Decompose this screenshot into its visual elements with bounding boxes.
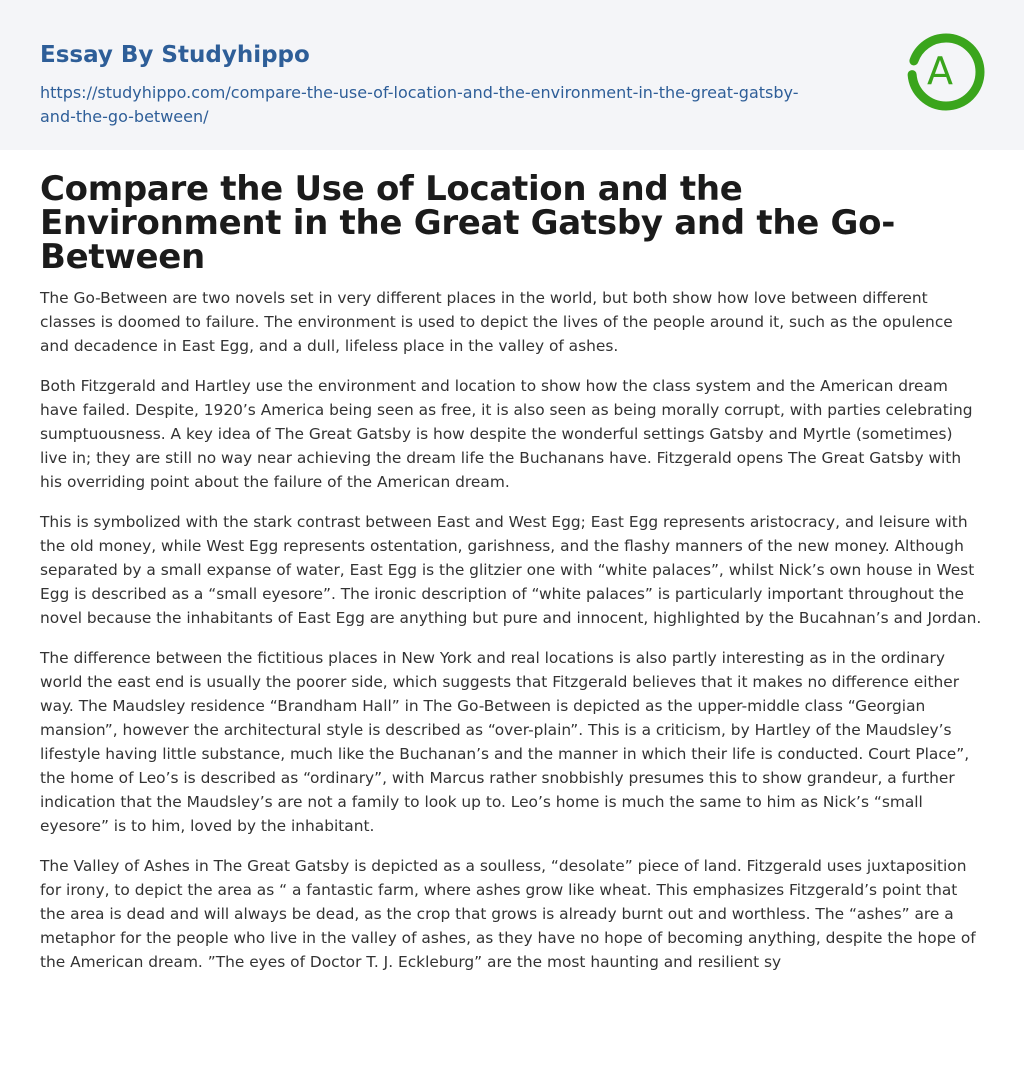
article-paragraph: The Go-Between are two novels set in very different places in the world, but both show how love between different classes is doomed to failure. The environment is used to depict the lives of the people around it, such as the opulence and decadence in East Egg, and a dull, lifeless place in the valley of ashes.	[40, 289, 953, 355]
article-title: Compare the Use of Location and the Environment in the Great Gatsby and the Go-Between	[40, 169, 896, 277]
article-paragraph: This is symbolized with the stark contrast between East and West Egg; East Egg represents aristocracy, and leisure with the old money, while West Egg represents ostentation, garishness, and the flashy manners of the new money. Although separated by a small expanse of water, East Egg is the glitzier one with “white palaces”, whilst Nick’s own house in West Egg is described as a “small eyesore”. The ironic description of “white palaces” is particularly important throughout the novel because the inhabitants of East Egg are anything but pure and innocent, highlighted by the Bucahnan’s and Jordan.	[40, 513, 982, 627]
logo-a-circle-icon[interactable]	[902, 28, 988, 116]
article-paragraph: The difference between the fictitious places in New York and real locations is also partly interesting as in the ordinary world the east end is usually the poorer side, which suggests that Fitzgerald believes that it makes no difference either way. The Maudsley residence “Brandham Hall” in The Go-Between is depicted as the upper-middle class “Georgian mansion”, however the architectural style is described as “over-plain”. This is a criticism, by Hartley of the Maudsley’s lifestyle having little substance, much like the Buchanan’s and the manner in which their life is conducted. Court Place”, the home of Leo’s is described as “ordinary”, with Marcus rather snobbishly presumes this to show grandeur, a further indication that the Maudsley’s are not a family to look up to. Leo’s home is much the same to him as Nick’s “small eyesore” is to him, loved by the inhabitant.	[40, 649, 970, 835]
article-paragraph: Both Fitzgerald and Hartley use the environment and location to show how the class system and the American dream have failed. Despite, 1920’s America being seen as free, it is also seen as being morally corrupt, with parties celebrating sumptuousness. A key idea of The Great Gatsby is how despite the wonderful settings Gatsby and Myrtle (sometimes) live in; they are still no way near achieving the dream life the Buchanans have. Fitzgerald opens The Great Gatsby with his overriding point about the failure of the American dream.	[40, 377, 973, 491]
article-paragraph: The Valley of Ashes in The Great Gatsby is depicted as a soulless, “desolate” piece of land. Fitzgerald uses juxtaposition for irony, to depict the area as “ a fantastic farm, where ashes grow like wheat. This emphasizes Fitzgerald’s point that the area is dead and will always be dead, as the crop that grows is already burnt out and worthless. The “ashes” are a metaphor for the people who live in the valley of ashes, as they have no hope of becoming anything, despite the hope of the American dream. ”The eyes of Doctor T. J. Eckleburg” are the most haunting and resilient sy	[40, 857, 976, 971]
brand-name: Essay By Studyhippo	[40, 42, 310, 68]
source-url-link[interactable]: https://studyhippo.com/compare-the-use-of-location-and-the-environment-in-the-great-gatsby-and-the-go-between/	[40, 83, 799, 126]
logo-letter: A	[927, 49, 953, 93]
article	[0, 150, 1024, 974]
article-body	[40, 286, 984, 974]
site-header	[0, 0, 1024, 150]
